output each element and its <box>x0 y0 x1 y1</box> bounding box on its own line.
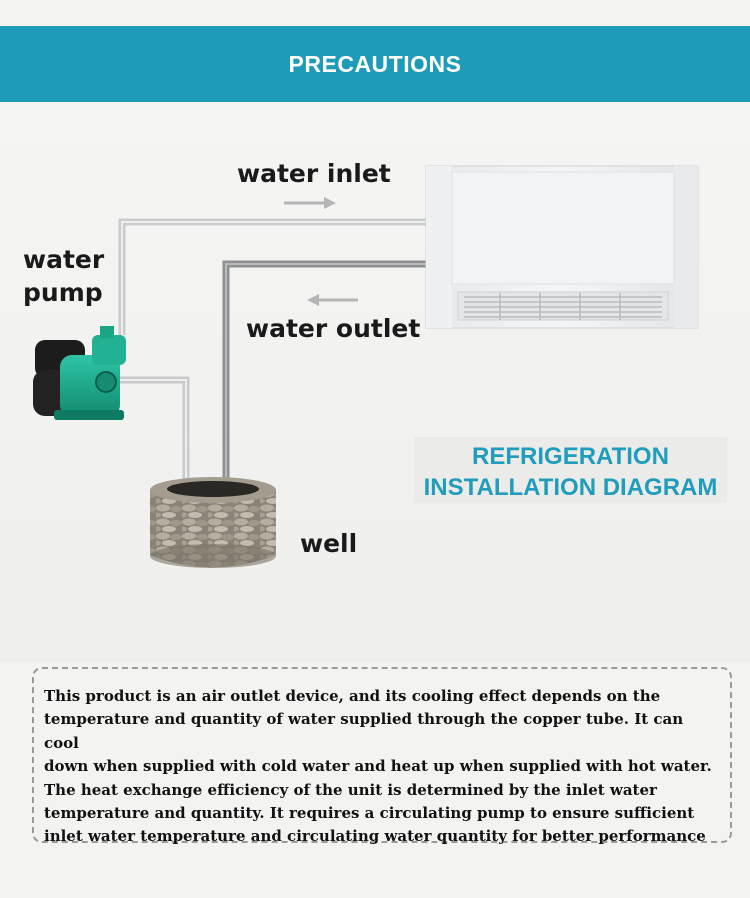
diagram-title <box>414 437 727 503</box>
well-icon <box>150 477 276 568</box>
water-inlet-label: water inlet <box>237 159 391 188</box>
diagram-title-line2: INSTALLATION DIAGRAM <box>423 474 718 501</box>
water-pump-label-line2: pump <box>23 277 103 307</box>
note-line: temperature and quantity of water supplied through the copper tube. It can cool <box>44 710 684 752</box>
note-line: This product is an air outlet device, and its cooling effect depends on the <box>44 687 661 705</box>
water-outlet-label: water outlet <box>246 314 421 343</box>
fan-coil-unit-icon <box>426 166 698 328</box>
well-label: well <box>300 529 358 558</box>
note-line: down when supplied with cold water and heat up when supplied with hot water. <box>44 757 712 776</box>
diagram-title-line1: REFRIGERATION <box>472 443 669 470</box>
right-arrow-icon <box>284 197 336 209</box>
water-pump-label-line1: water <box>23 245 105 274</box>
precaution-note-box <box>32 667 732 846</box>
note-line: The heat exchange efficiency of the unit is determined by the inlet water <box>44 780 657 799</box>
note-line: inlet water temperature and circulating water quantity for better performance <box>44 827 706 846</box>
water-pump-icon <box>33 326 126 420</box>
water-pump-label <box>23 244 143 309</box>
left-arrow-icon <box>307 294 358 306</box>
note-line: temperature and quantity. It requires a circulating pump to ensure sufficient <box>44 804 695 823</box>
banner-title: PRECAUTIONS <box>288 50 462 77</box>
outlet-pipe <box>226 264 430 484</box>
